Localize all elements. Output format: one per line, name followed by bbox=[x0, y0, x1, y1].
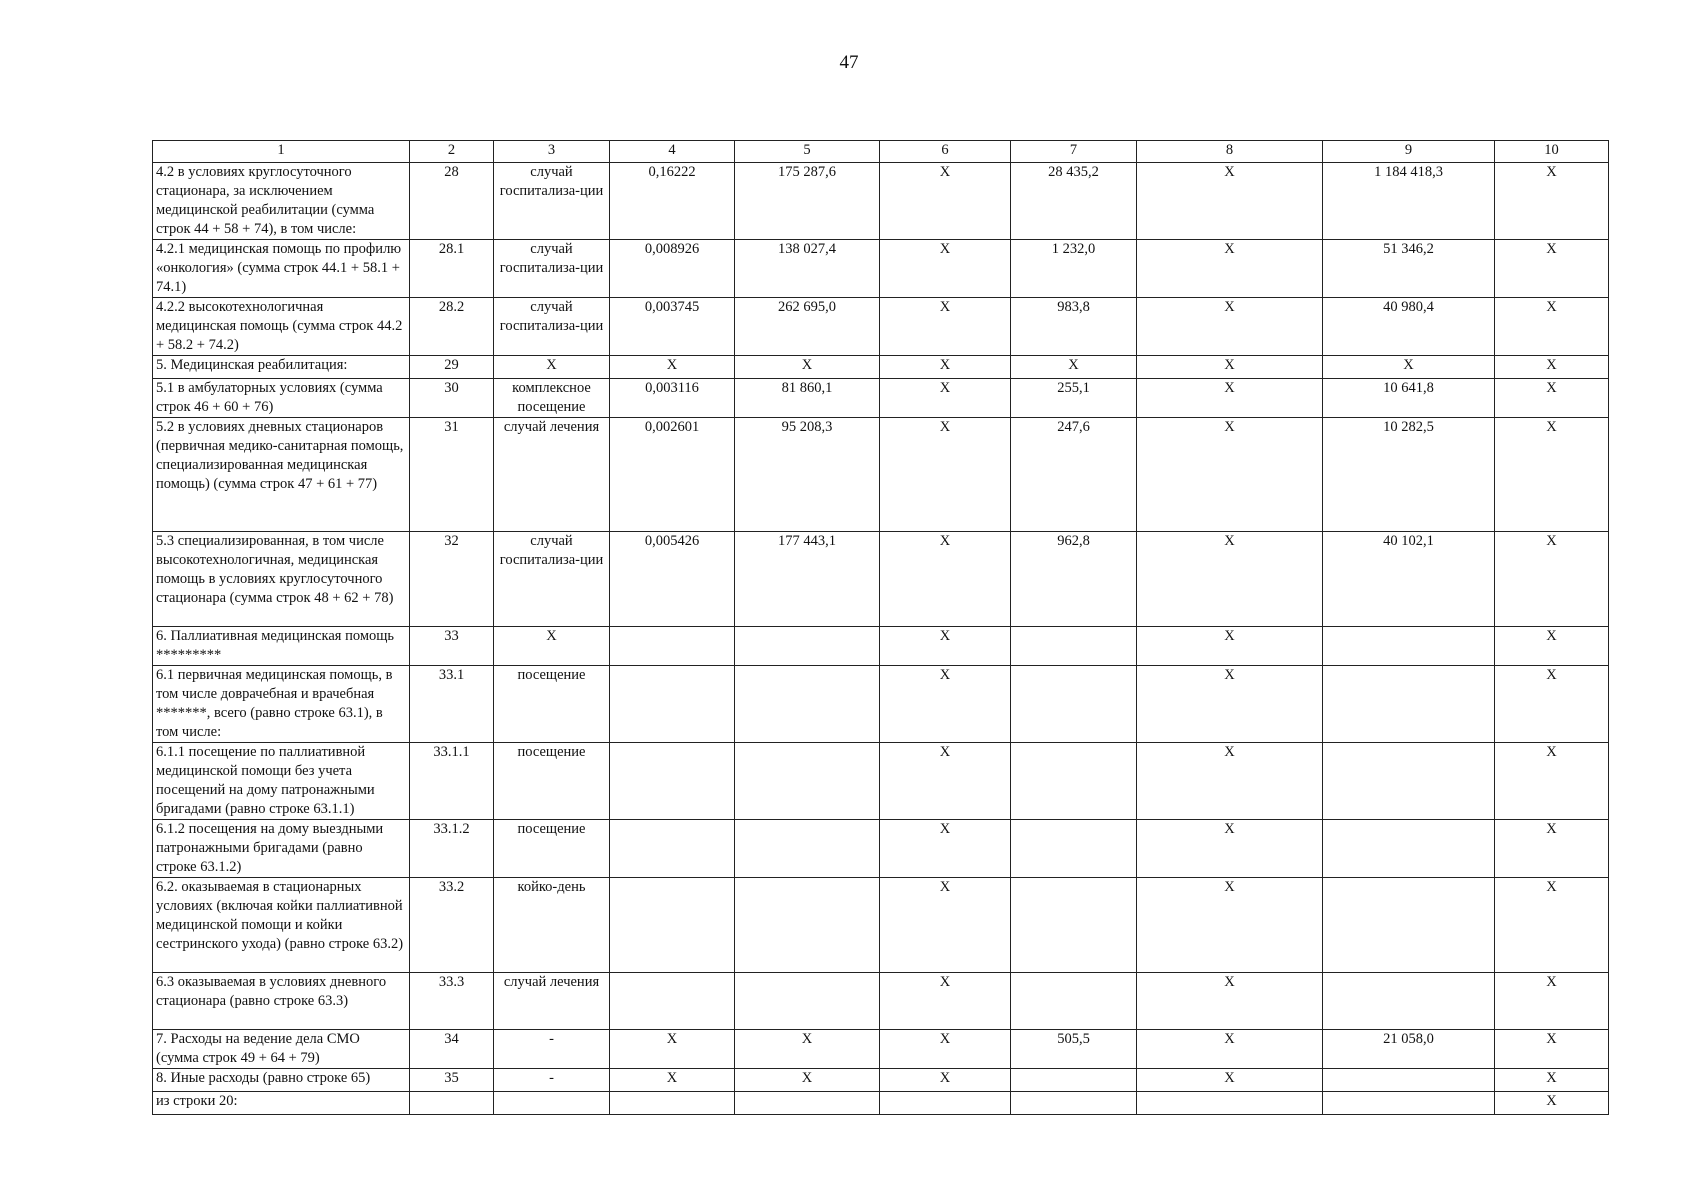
table-cell: X bbox=[1137, 666, 1323, 743]
table-cell: X bbox=[880, 973, 1011, 1030]
table-cell: случай лечения bbox=[494, 973, 610, 1030]
table-row bbox=[153, 298, 1609, 356]
table-cell: случай лечения bbox=[494, 418, 610, 532]
table-cell: X bbox=[880, 1069, 1011, 1092]
table-cell: X bbox=[1495, 240, 1609, 298]
table-cell: 138 027,4 bbox=[735, 240, 880, 298]
table-cell: X bbox=[880, 379, 1011, 418]
table-cell: X bbox=[880, 240, 1011, 298]
table-cell: X bbox=[880, 627, 1011, 666]
table-row bbox=[153, 878, 1609, 973]
table-cell: X bbox=[1137, 532, 1323, 627]
table-row bbox=[153, 973, 1609, 1030]
table-row bbox=[153, 743, 1609, 820]
table-cell: 177 443,1 bbox=[735, 532, 880, 627]
table-row bbox=[153, 666, 1609, 743]
column-header: 9 bbox=[1323, 141, 1495, 163]
table-cell: X bbox=[1137, 163, 1323, 240]
table-cell bbox=[410, 1092, 494, 1115]
table-cell: X bbox=[1495, 532, 1609, 627]
table-cell: 0,003116 bbox=[610, 379, 735, 418]
table-cell bbox=[735, 743, 880, 820]
table-cell: X bbox=[880, 1030, 1011, 1069]
header-row bbox=[153, 141, 1609, 163]
table-cell bbox=[1323, 820, 1495, 878]
table-cell: X bbox=[1137, 1069, 1323, 1092]
table-cell: 33.1.1 bbox=[410, 743, 494, 820]
table-row bbox=[153, 356, 1609, 379]
row-label-cell: 6. Паллиативная медицинская помощь ********* bbox=[153, 627, 410, 666]
table-cell bbox=[1323, 743, 1495, 820]
table-cell: 247,6 bbox=[1011, 418, 1137, 532]
table-cell: X bbox=[1495, 356, 1609, 379]
table-cell: 175 287,6 bbox=[735, 163, 880, 240]
row-label-cell: 6.3 оказываемая в условиях дневного стационара (равно строке 63.3) bbox=[153, 973, 410, 1030]
table-cell: 33.1.2 bbox=[410, 820, 494, 878]
table-cell: 0,16222 bbox=[610, 163, 735, 240]
column-header: 10 bbox=[1495, 141, 1609, 163]
table-cell: 40 102,1 bbox=[1323, 532, 1495, 627]
table-cell: X bbox=[1137, 240, 1323, 298]
column-header: 4 bbox=[610, 141, 735, 163]
row-label-cell: 4.2.1 медицинская помощь по профилю «онкология» (сумма строк 44.1 + 58.1 + 74.1) bbox=[153, 240, 410, 298]
table-row bbox=[153, 820, 1609, 878]
table-cell: 29 bbox=[410, 356, 494, 379]
table-cell: посещение bbox=[494, 666, 610, 743]
table-cell: X bbox=[880, 418, 1011, 532]
table-cell: случай госпитализа-ции bbox=[494, 298, 610, 356]
table-cell: 30 bbox=[410, 379, 494, 418]
table-cell: X bbox=[1495, 1030, 1609, 1069]
table-cell: X bbox=[880, 532, 1011, 627]
table-cell: 34 bbox=[410, 1030, 494, 1069]
table-cell: - bbox=[494, 1069, 610, 1092]
table-cell bbox=[735, 878, 880, 973]
table-cell: X bbox=[1495, 666, 1609, 743]
table-cell bbox=[610, 1092, 735, 1115]
column-header: 1 bbox=[153, 141, 410, 163]
column-header: 8 bbox=[1137, 141, 1323, 163]
table-cell bbox=[1323, 627, 1495, 666]
row-label-cell: 6.2. оказываемая в стационарных условиях (включая койки паллиативной медицинской помощи и койки сестринского ухода) (равно строке 63.2) bbox=[153, 878, 410, 973]
table-cell bbox=[1323, 1092, 1495, 1115]
table-cell: 0,005426 bbox=[610, 532, 735, 627]
table-cell bbox=[610, 973, 735, 1030]
table-cell: X bbox=[1137, 743, 1323, 820]
table-cell: 33.2 bbox=[410, 878, 494, 973]
table-row bbox=[153, 379, 1609, 418]
table-cell: X bbox=[1137, 878, 1323, 973]
table-cell: 962,8 bbox=[1011, 532, 1137, 627]
table-cell: 33.1 bbox=[410, 666, 494, 743]
table-cell: 28.2 bbox=[410, 298, 494, 356]
table-cell: 0,003745 bbox=[610, 298, 735, 356]
table-cell: X bbox=[1495, 163, 1609, 240]
data-table bbox=[152, 140, 1609, 1115]
table-cell: случай госпитализа-ции bbox=[494, 240, 610, 298]
table-cell: 1 232,0 bbox=[1011, 240, 1137, 298]
table-cell: X bbox=[1495, 820, 1609, 878]
row-label-cell: 5. Медицинская реабилитация: bbox=[153, 356, 410, 379]
table-cell: 983,8 bbox=[1011, 298, 1137, 356]
table-cell: X bbox=[1137, 379, 1323, 418]
table-cell: 10 641,8 bbox=[1323, 379, 1495, 418]
table-cell: X bbox=[494, 356, 610, 379]
table-cell: 81 860,1 bbox=[735, 379, 880, 418]
table-cell bbox=[1011, 627, 1137, 666]
table-cell bbox=[735, 820, 880, 878]
table-cell: X bbox=[1137, 973, 1323, 1030]
table-cell: X bbox=[610, 1069, 735, 1092]
table-cell: койко-день bbox=[494, 878, 610, 973]
table-cell: X bbox=[1323, 356, 1495, 379]
table-cell: X bbox=[1011, 356, 1137, 379]
row-label-cell: 6.1.2 посещения на дому выездными патронажными бригадами (равно строке 63.1.2) bbox=[153, 820, 410, 878]
table-cell: 35 bbox=[410, 1069, 494, 1092]
table-cell: X bbox=[880, 666, 1011, 743]
table-cell bbox=[610, 820, 735, 878]
column-header: 6 bbox=[880, 141, 1011, 163]
table-cell: 28.1 bbox=[410, 240, 494, 298]
table-row bbox=[153, 532, 1609, 627]
table-row bbox=[153, 1092, 1609, 1115]
table-cell: X bbox=[1495, 1069, 1609, 1092]
table-cell: 51 346,2 bbox=[1323, 240, 1495, 298]
table-cell: X bbox=[1495, 379, 1609, 418]
table-cell: X bbox=[1495, 878, 1609, 973]
table-cell bbox=[1011, 878, 1137, 973]
table-cell: 28 bbox=[410, 163, 494, 240]
table-cell: 10 282,5 bbox=[1323, 418, 1495, 532]
table-cell: 40 980,4 bbox=[1323, 298, 1495, 356]
table-cell bbox=[1011, 1069, 1137, 1092]
table-cell bbox=[1323, 973, 1495, 1030]
table-cell bbox=[1011, 743, 1137, 820]
page-number: 47 bbox=[839, 52, 859, 73]
row-label-cell: 5.1 в амбулаторных условиях (сумма строк 46 + 60 + 76) bbox=[153, 379, 410, 418]
table-cell: X bbox=[610, 1030, 735, 1069]
table-cell: - bbox=[494, 1030, 610, 1069]
table-cell bbox=[1011, 666, 1137, 743]
table-cell: посещение bbox=[494, 743, 610, 820]
table-cell bbox=[735, 666, 880, 743]
table-cell bbox=[1323, 666, 1495, 743]
table-cell: 0,008926 bbox=[610, 240, 735, 298]
table-cell bbox=[610, 743, 735, 820]
column-header: 2 bbox=[410, 141, 494, 163]
table-cell bbox=[880, 1092, 1011, 1115]
table-cell: X bbox=[610, 356, 735, 379]
table-cell: X bbox=[735, 356, 880, 379]
row-label-cell: 6.1.1 посещение по паллиативной медицинской помощи без учета посещений на дому патронажными бригадами (равно строке 63.1.1) bbox=[153, 743, 410, 820]
table-cell bbox=[1011, 973, 1137, 1030]
row-label-cell: 4.2.2 высокотехнологичная медицинская помощь (сумма строк 44.2 + 58.2 + 74.2) bbox=[153, 298, 410, 356]
table-row bbox=[153, 163, 1609, 240]
table-cell: 32 bbox=[410, 532, 494, 627]
table-cell bbox=[1011, 1092, 1137, 1115]
table-row bbox=[153, 1069, 1609, 1092]
table-cell: 95 208,3 bbox=[735, 418, 880, 532]
table-cell: 505,5 bbox=[1011, 1030, 1137, 1069]
table-cell: X bbox=[1495, 418, 1609, 532]
table-cell: 0,002601 bbox=[610, 418, 735, 532]
table-cell bbox=[735, 627, 880, 666]
table-cell: 31 bbox=[410, 418, 494, 532]
row-label-cell: 8. Иные расходы (равно строке 65) bbox=[153, 1069, 410, 1092]
table-cell: 255,1 bbox=[1011, 379, 1137, 418]
table-cell: X bbox=[1137, 820, 1323, 878]
table-cell: X bbox=[880, 298, 1011, 356]
table-cell: 33 bbox=[410, 627, 494, 666]
row-label-cell: 4.2 в условиях круглосуточного стационара, за исключением медицинской реабилитации (сумма строк 44 + 58 + 74), в том числе: bbox=[153, 163, 410, 240]
row-label-cell: из строки 20: bbox=[153, 1092, 410, 1115]
table-cell bbox=[610, 666, 735, 743]
table-cell bbox=[610, 627, 735, 666]
table-cell: X bbox=[1495, 1092, 1609, 1115]
table-cell: X bbox=[1495, 973, 1609, 1030]
table-row bbox=[153, 627, 1609, 666]
table-row bbox=[153, 240, 1609, 298]
column-header: 3 bbox=[494, 141, 610, 163]
table-cell bbox=[735, 973, 880, 1030]
table-cell bbox=[735, 1092, 880, 1115]
table-cell: X bbox=[880, 820, 1011, 878]
table-cell: X bbox=[1137, 298, 1323, 356]
table-cell: X bbox=[880, 743, 1011, 820]
table-cell: X bbox=[880, 356, 1011, 379]
table-cell: X bbox=[1137, 627, 1323, 666]
table-row bbox=[153, 1030, 1609, 1069]
table-cell: X bbox=[880, 878, 1011, 973]
table-cell: посещение bbox=[494, 820, 610, 878]
row-label-cell: 6.1 первичная медицинская помощь, в том числе доврачебная и врачебная *******, всего (равно строке 63.1), в том числе: bbox=[153, 666, 410, 743]
column-header: 5 bbox=[735, 141, 880, 163]
table-cell: X bbox=[1137, 1030, 1323, 1069]
table-cell: X bbox=[735, 1069, 880, 1092]
table-cell: 1 184 418,3 bbox=[1323, 163, 1495, 240]
table-cell bbox=[1137, 1092, 1323, 1115]
table-cell: 262 695,0 bbox=[735, 298, 880, 356]
table-cell bbox=[610, 878, 735, 973]
table-cell: случай госпитализа-ции bbox=[494, 532, 610, 627]
row-label-cell: 5.2 в условиях дневных стационаров (первичная медико-санитарная помощь, специализированная медицинская помощь) (сумма строк 47 + 61 + 77) bbox=[153, 418, 410, 532]
table-cell: X bbox=[1495, 298, 1609, 356]
column-header: 7 bbox=[1011, 141, 1137, 163]
table-cell: X bbox=[1137, 356, 1323, 379]
table-cell: случай госпитализа-ции bbox=[494, 163, 610, 240]
table-cell: 33.3 bbox=[410, 973, 494, 1030]
table-cell: X bbox=[1495, 743, 1609, 820]
table-cell: X bbox=[494, 627, 610, 666]
table-cell bbox=[1323, 1069, 1495, 1092]
row-label-cell: 5.3 специализированная, в том числе высокотехнологичная, медицинская помощь в условиях круглосуточного стационара (сумма строк 48 + 62 + 78) bbox=[153, 532, 410, 627]
table-cell: X bbox=[880, 163, 1011, 240]
table-cell: X bbox=[1495, 627, 1609, 666]
table-cell bbox=[1323, 878, 1495, 973]
table-cell: 28 435,2 bbox=[1011, 163, 1137, 240]
table-cell bbox=[1011, 820, 1137, 878]
table-cell: X bbox=[735, 1030, 880, 1069]
table-cell: комплексное посещение bbox=[494, 379, 610, 418]
table-cell: 21 058,0 bbox=[1323, 1030, 1495, 1069]
table-cell: X bbox=[1137, 418, 1323, 532]
row-label-cell: 7. Расходы на ведение дела СМО (сумма строк 49 + 64 + 79) bbox=[153, 1030, 410, 1069]
table-cell bbox=[494, 1092, 610, 1115]
table-row bbox=[153, 418, 1609, 532]
